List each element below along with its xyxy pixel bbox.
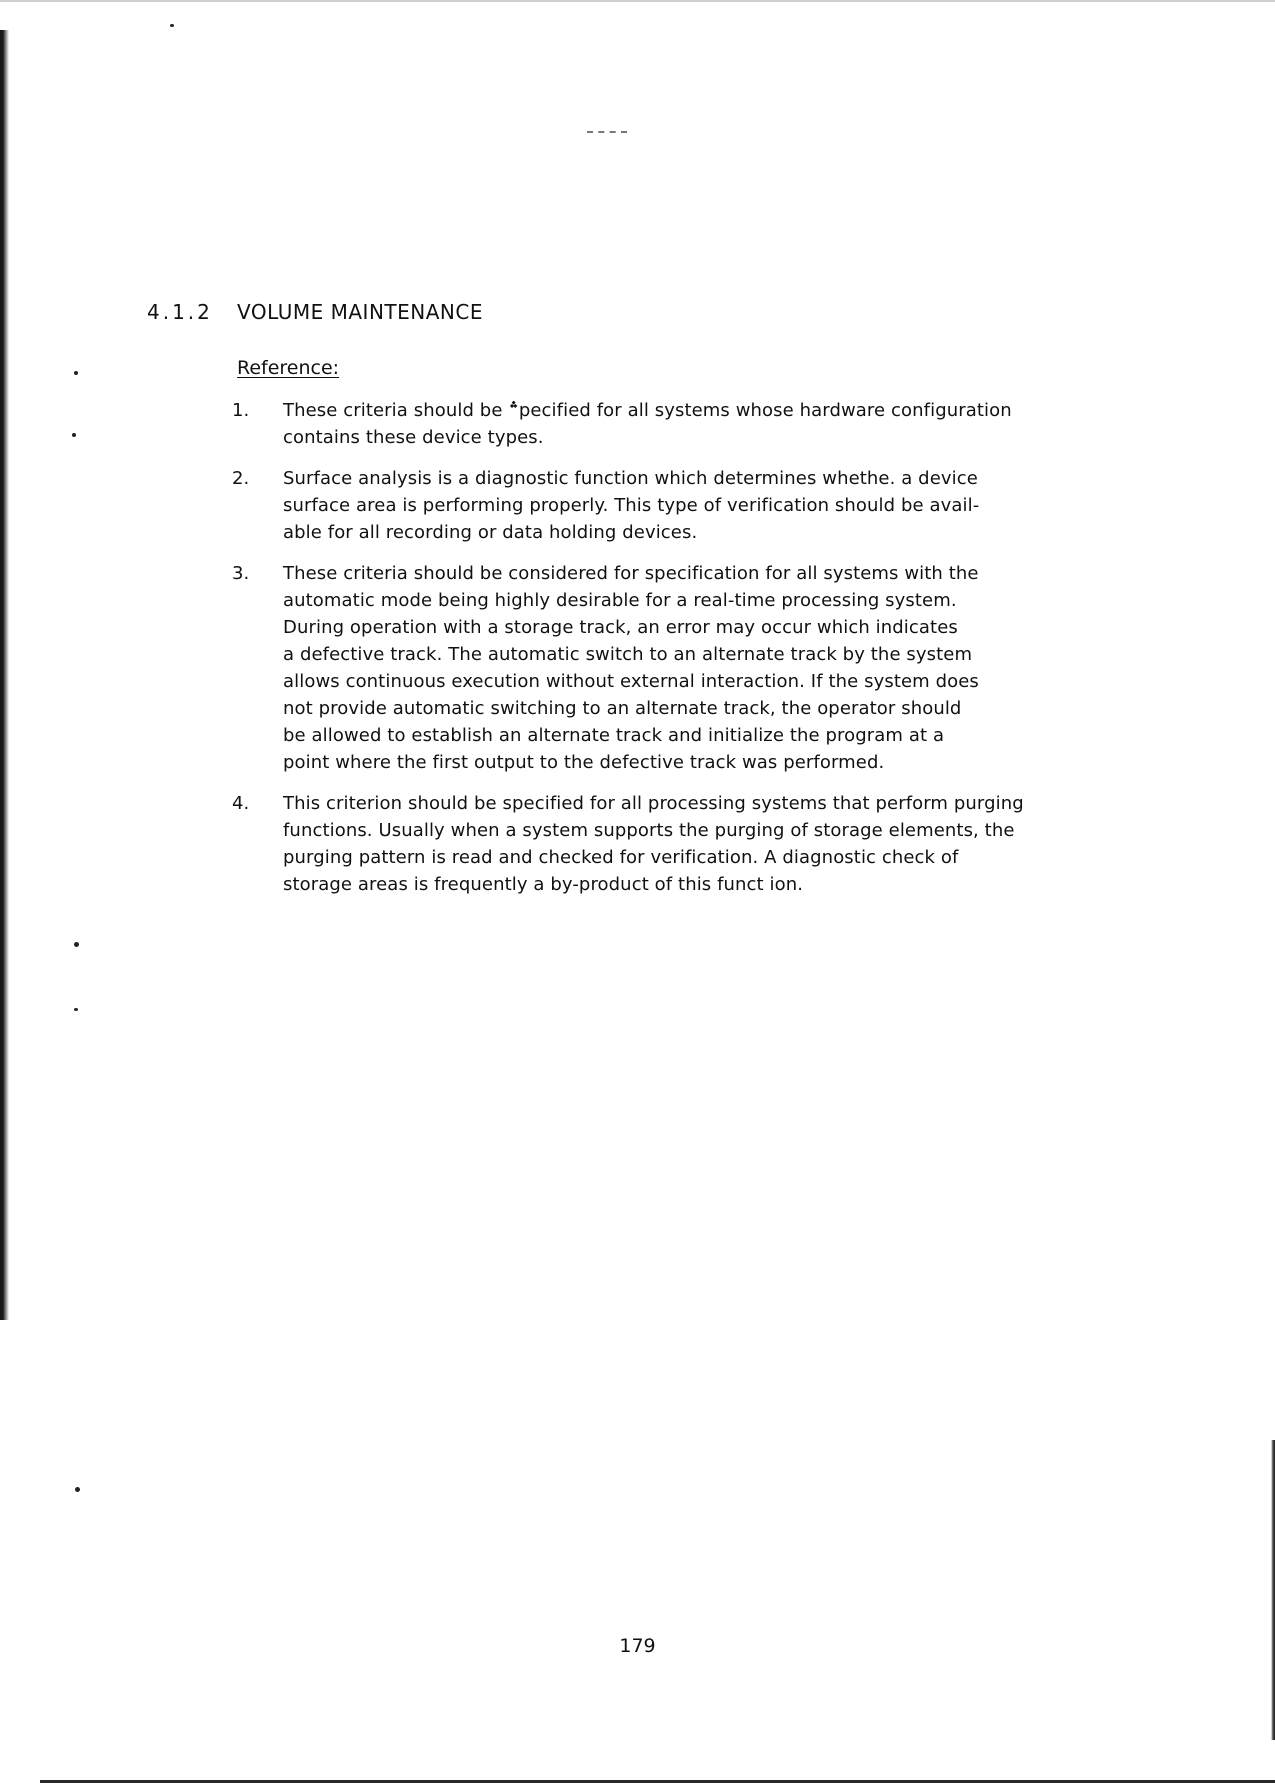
reference-label: Reference: xyxy=(237,357,340,379)
scan-speck xyxy=(74,942,79,947)
scan-speck xyxy=(72,433,76,437)
list-item xyxy=(232,465,1072,546)
item-line: These criteria should be ؞pecified for all systems whose hardware configuration xyxy=(283,400,1012,421)
section-heading xyxy=(147,300,483,324)
list-item xyxy=(232,790,1072,898)
scan-speck xyxy=(75,1487,80,1492)
item-text xyxy=(283,560,1072,776)
scan-left-edge xyxy=(0,30,9,1320)
item-number: 4. xyxy=(232,793,250,814)
item-line: This criterion should be specified for all processing systems that perform purging xyxy=(283,793,1024,814)
item-line: automatic mode being highly desirable for a real-time processing system. xyxy=(283,590,957,611)
item-number: 1. xyxy=(232,400,250,421)
item-line: not provide automatic switching to an alternate track, the operator should xyxy=(283,698,962,719)
scan-top-edge xyxy=(0,0,1275,2)
scan-bottom-border xyxy=(40,1780,1275,1783)
item-line: functions. Usually when a system supports the purging of storage elements, the xyxy=(283,820,1015,841)
item-line: surface area is performing properly. This type of verification should be avail- xyxy=(283,495,980,516)
item-number: 2. xyxy=(232,468,250,489)
item-line: purging pattern is read and checked for verification. A diagnostic check of xyxy=(283,847,959,868)
item-line: During operation with a storage track, an error may occur which indicates xyxy=(283,617,958,638)
item-line: point where the first output to the defective track was performed. xyxy=(283,752,885,773)
item-line: able for all recording or data holding devices. xyxy=(283,522,698,543)
item-line: Surface analysis is a diagnostic function which determines whethe. a device xyxy=(283,468,978,489)
item-text xyxy=(283,790,1072,898)
section-number: 4.1.2 xyxy=(147,300,213,324)
scan-dash-mark xyxy=(587,131,627,135)
item-line: contains these device types. xyxy=(283,427,544,448)
item-line: be allowed to establish an alternate track and initialize the program at a xyxy=(283,725,945,746)
item-text xyxy=(283,397,1072,451)
reference-list xyxy=(232,397,1072,912)
list-item xyxy=(232,560,1072,776)
item-text xyxy=(283,465,1072,546)
item-line: a defective track. The automatic switch to an alternate track by the system xyxy=(283,644,973,665)
scan-speck xyxy=(74,1008,78,1011)
scan-speck xyxy=(170,24,174,27)
item-number: 3. xyxy=(232,563,250,584)
item-line: allows continuous execution without external interaction. If the system does xyxy=(283,671,979,692)
item-line: storage areas is frequently a by-product of this funct ion. xyxy=(283,874,804,895)
item-line: These criteria should be considered for specification for all systems with the xyxy=(283,563,979,584)
scan-speck xyxy=(74,371,78,375)
scan-right-edge xyxy=(1271,1440,1275,1740)
page-number: 179 xyxy=(619,1635,656,1657)
section-title: VOLUME MAINTENANCE xyxy=(237,300,483,324)
list-item xyxy=(232,397,1072,451)
